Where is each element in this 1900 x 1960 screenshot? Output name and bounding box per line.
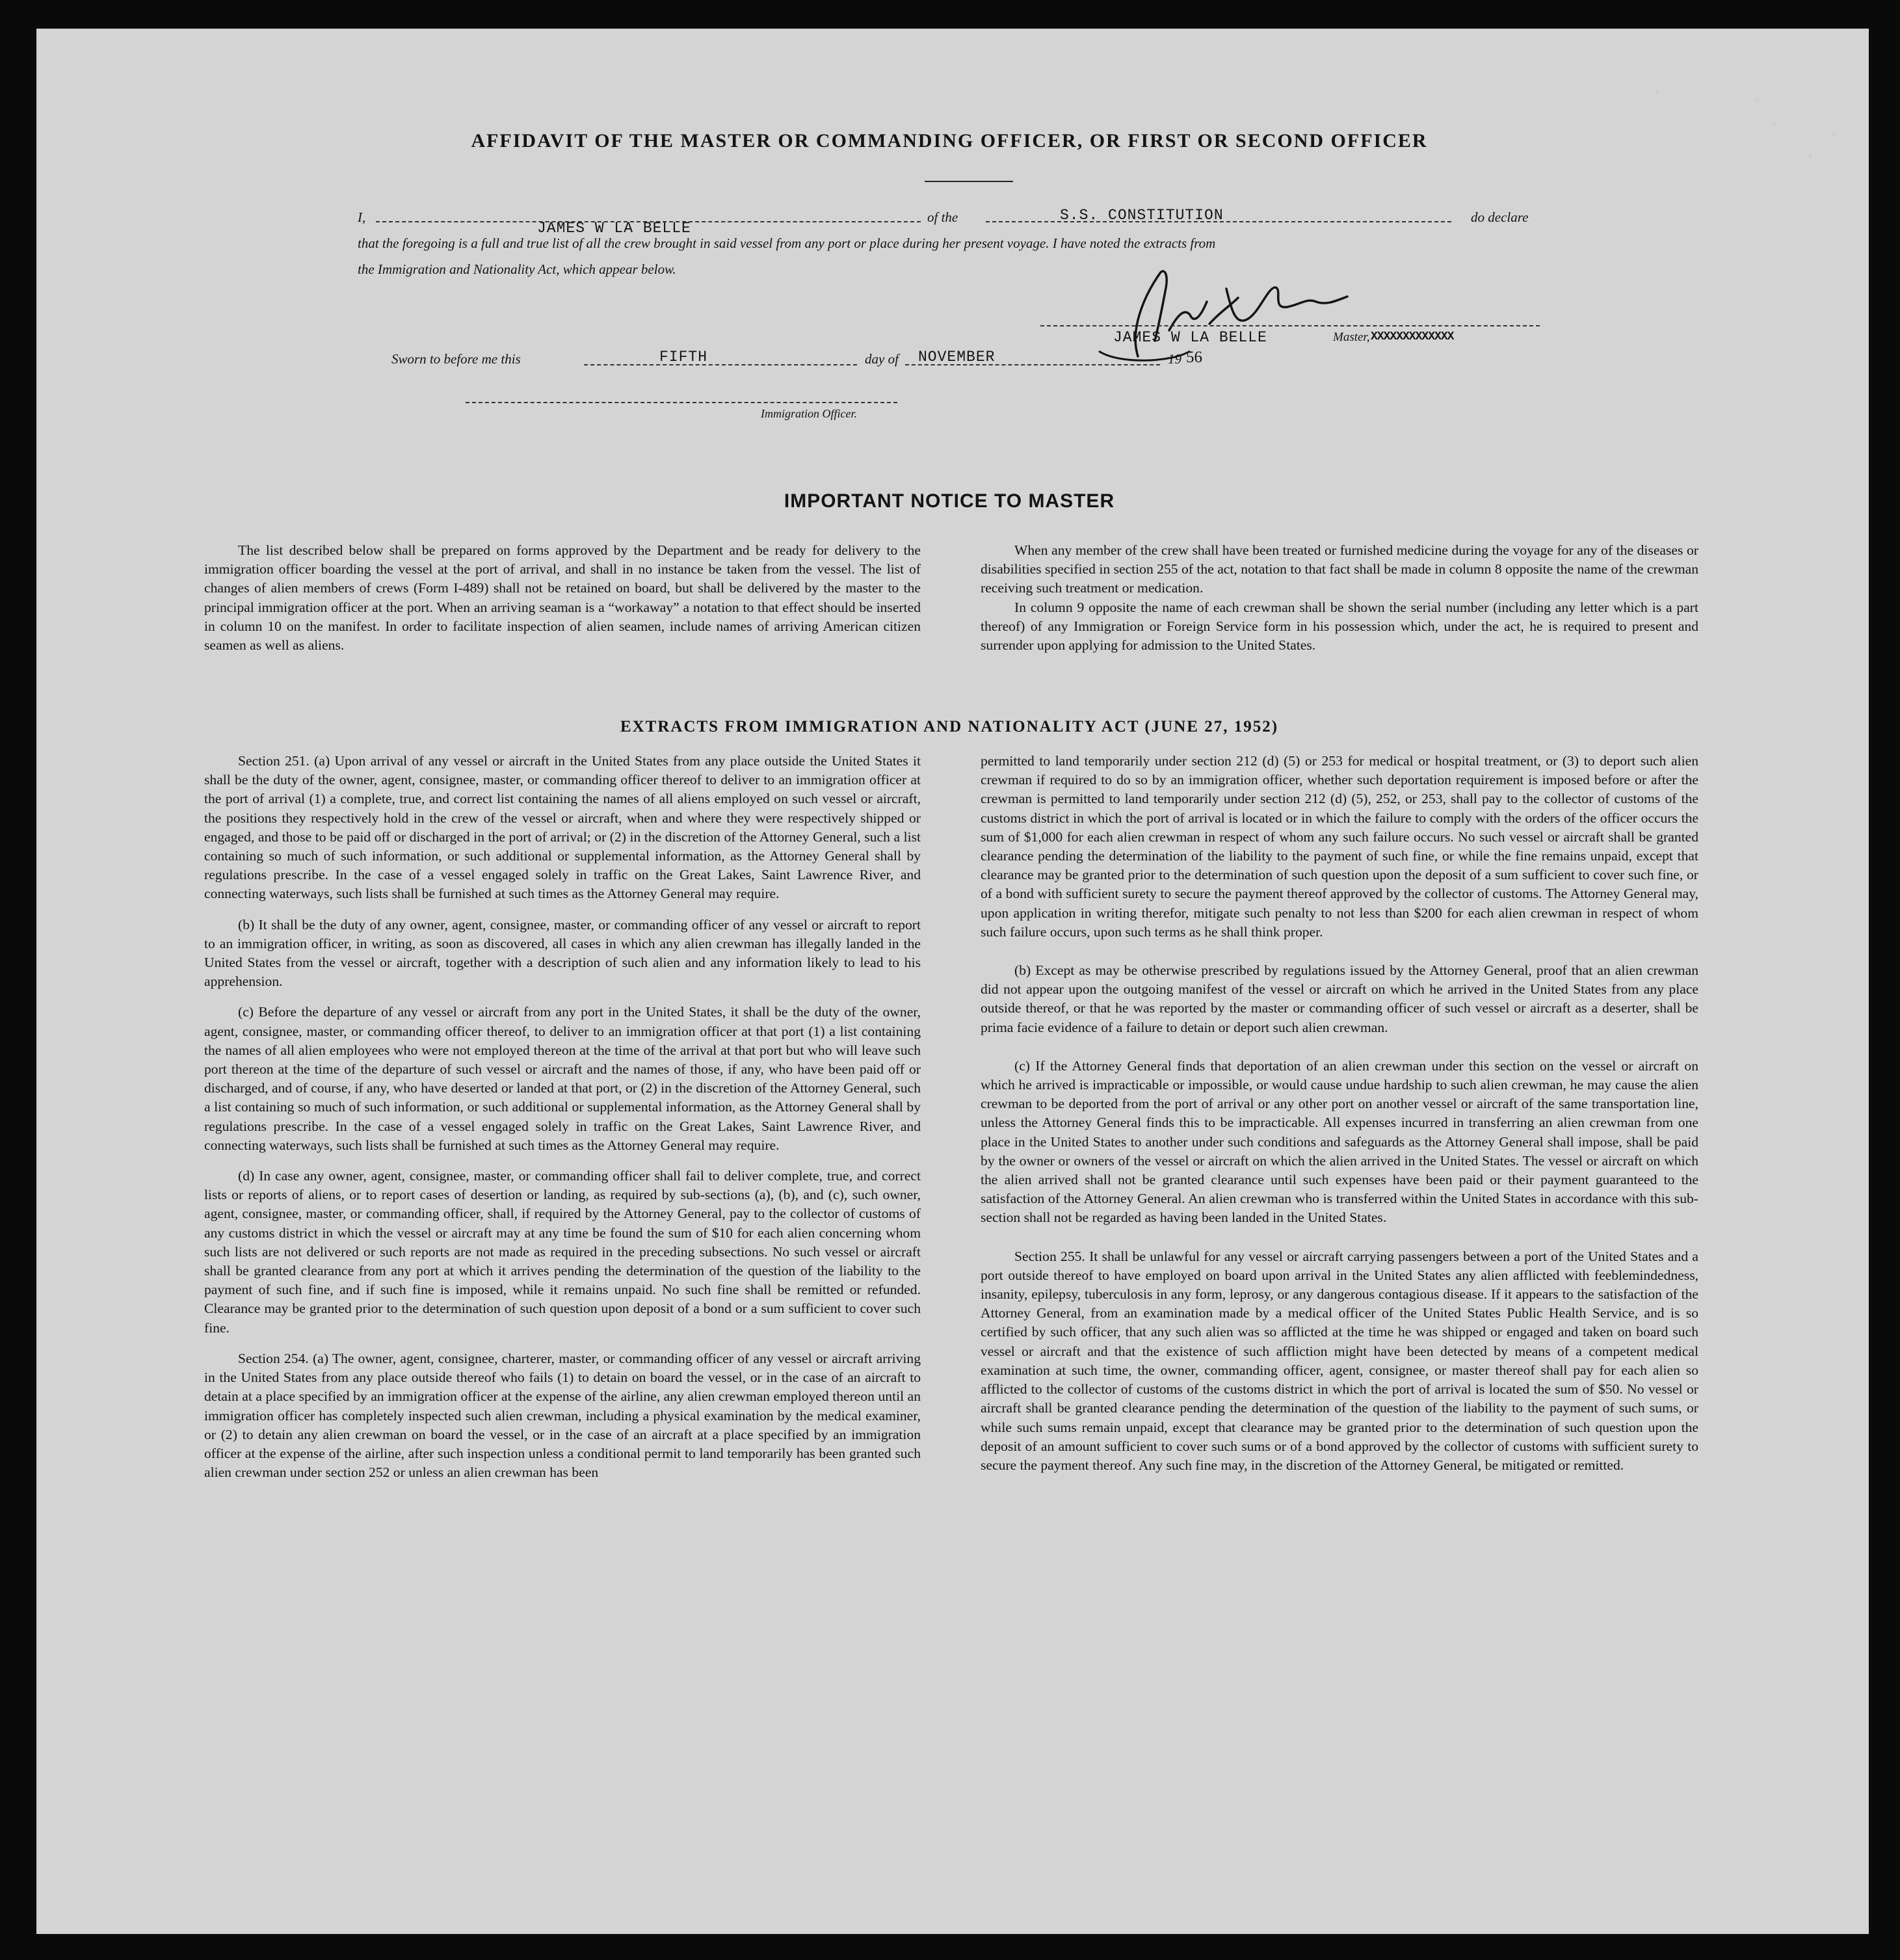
section-251-c: (c) Before the departure of any vessel or aircraft from any port in the United States, it shall be the duty of the owner, agent, consignee, master, or commanding officer thereof, to deliver to an immigration officer at that port (1) a list containing the names of all alien employees who were not employed thereon at the time of the arrival at that port but who will leave such port thereon at the time of the departure of such vessel or aircraft and the names of those, if any, who have been paid off or discharged, and of course, if any, who have deserted or landed at that port, or (2) in the discretion of the Attorney General, such a list containing so much of such information, or such additional or supplemental information, as the Attorney General shall by regulations prescribe. In the case of a vessel engaged solely in traffic on the Great Lakes, Saint Lawrence River, and connecting waterways, such lists shall be furnished at such times as the Attorney General may require. [204,1004,921,1153]
section-251-d: (d) In case any owner, agent, consignee, master, or commanding officer shall fail to deliver complete, true, and correct lists or reports of aliens, or to report cases of desertion or landing, as required by sub-sections (a), (b), and (c), such owner, agent, consignee, master, or commanding officer, shall, if required by the Attorney General, pay to the collector of customs of any customs district in which the vessel or aircraft may at any time be found the sum of $10 for each alien concerning whom such lists are not delivered or such reports are not made as required in the preceding subsections. No such vessel or aircraft shall be granted clearance from any port at which it arrives pending the determination of the question of the liability to the payment of such fine, and if such fine is imposed, while it remains unpaid. No such fine shall be remitted or refunded. Clearance may be granted prior to the determination of such question upon deposit of a bond or a sum sufficient to cover such fine. [204,1168,921,1336]
extracts-left-column [204,752,921,1494]
immigration-officer-label: Immigration Officer. [761,407,857,420]
signature-line [1040,325,1540,326]
vessel-name: S.S. CONSTITUTION [1060,207,1224,224]
of-the-label: of the [927,209,958,225]
master-title: Master, [1333,330,1370,344]
do-declare-label: do declare [1471,209,1529,225]
day-of-label: day of [865,351,899,367]
section-254-b: (b) Except as may be otherwise prescribed by regulations issued by the Attorney General, proof that an alien crewman did not appear upon the outgoing manifest of the vessel or aircraft on which he arrived in the United States from any place outside thereof, or that he was reported by the master or commanding officer of such vessel or aircraft as a deserter, shall be prima facie evidence of a failure to detain or deport such alien crewman. [981,962,1698,1035]
declare-prefix: I, [358,209,366,225]
signature-typed-name: JAMES W LA BELLE [1113,329,1267,346]
speck [1809,155,1812,158]
year-suffix: 56 [1186,349,1202,366]
extracts-title: EXTRACTS FROM IMMIGRATION AND NATIONALITY ACT (JUNE 27, 1952) [620,718,1279,735]
declaration-line-1: that the foregoing is a full and true list of all the crew brought in said vessel from any port or place during her present voyage. I have noted the extracts from [358,235,1216,251]
section-254-c: (c) If the Attorney General finds that deportation of an alien crewman under this section on the vessel or aircraft on which he arrived is impracticable or impossible, or would cause undue hardship to such alien crewman, he may cause the alien crewman to be deported from the port of arrival or any other port on another vessel or aircraft of the same transportation line, unless the Attorney General finds this to be impracticable. All expenses incurred in transferring an alien crewman from one place in the United States to another under such conditions and safeguards as the Attorney General shall impose, shall be paid by the owner or owners of the vessel or aircraft on which the alien arrived in the United States. The vessel or aircraft on which the alien arrived shall not be granted clearance until such expenses have been paid or their payment guaranteed to the satisfaction of the Attorney General. An alien crewman who is transferred within the United States in accordance with this sub-section shall not be regarded as having been landed in the United States. [981,1057,1698,1226]
day-blank [584,364,857,365]
section-255: Section 255. It shall be unlawful for any vessel or aircraft carrying passengers between a port of the United States and a port outside thereof to have employed on board upon arrival in the United States any alien afflicted with feeblemindedness, insanity, epilepsy, tuberculosis in any form, leprosy, or any dangerous contagious disease. If it appears to the satisfaction of the Attorney General, from an examination made by a medical officer of the United States Public Health Service, and is so certified by such officer, that any such alien was so afflicted at the time he was shipped or engaged and taken on board such vessel or aircraft and that the existence of such affliction might have been detected by means of a competent medical examination at such time, the owner, commanding officer, agent, consignee, or master thereof shall pay for each alien so afflicted to the collector of customs of the customs district in which the port of arrival is located the sum of $50. No vessel or aircraft shall be granted clearance pending the determination of the question of the liability to the payment of such sums, or while such sums remain unpaid, except that clearance may be granted prior to the determination of such question upon the deposit of an amount sufficient to cover such sums or of a bond approved by the collector of customs with sufficient surety to secure the payment thereof. Any such fine may, in the discretion of the Attorney General, be mitigated or remitted. [981,1248,1698,1473]
notice-title: IMPORTANT NOTICE TO MASTER [784,490,1115,512]
year-prefix: 19 [1168,351,1181,367]
notice-right-column [981,541,1698,655]
speck [1756,98,1759,101]
title-rule [925,181,1013,182]
sworn-prefix: Sworn to before me this [391,351,521,367]
notice-left-column [204,541,921,655]
section-251-b: (b) It shall be the duty of any owner, agent, consignee, master, or commanding officer of any vessel or aircraft to report to an immigration officer, in writing, as soon as discovered, all cases in which any alien crewman has illegally landed in the United States from the vessel or aircraft, together with a description of such alien and any information likely to lead to his apprehension. [204,916,921,990]
section-254-a-continued: permitted to land temporarily under section 212 (d) (5) or 253 for medical or hospital treatment, or (3) to deport such alien crewman if required to do so by an immigration officer, whether such deportation requirement is imposed before or after the crewman is permitted to land temporarily under section 212 (d) (5), 252, or 253, shall pay to the collector of customs of the customs district in which the port of arrival is located or in which the failure to comply with the orders of the officer occurs the sum of $1,000 for each alien crewman in respect of whom any such failure occurs. No such vessel or aircraft shall be granted clearance pending the determination of the liability to the payment of such fine, or while the fine remains unpaid, except that clearance may be granted prior to the determination of such question upon the deposit of a sum sufficient to cover such fine, or of a bond with sufficient surety to secure the payment thereof approved by the collector of customs. The Attorney General may, upon application in writing therefor, mitigate such penalty to not less than $200 for each alien crewman in respect of whom such failure occurs, upon such terms as he shall think proper. [981,753,1698,940]
notice-left-paragraph: The list described below shall be prepared on forms approved by the Department and be ready for delivery to the immigration officer boarding the vessel at the port of arrival, and shall in no instance be taken from the vessel. The list of changes of alien members of crews (Form I-489) shall not be retained on board, but shall be delivered by the master to the principal immigration officer at the port. When an arriving seaman is a “workaway” a notation to that effect should be inserted in column 10 on the manifest. In order to facilitate inspection of alien seamen, include names of arriving American citizen seamen as well as aliens. [204,542,921,654]
speck [1656,90,1659,93]
master-name: JAMES W LA BELLE [537,220,691,237]
affidavit-title: AFFIDAVIT OF THE MASTER OR COMMANDING OFFICER, OR FIRST OR SECOND OFFICER [471,130,1428,152]
section-251-a: Section 251. (a) Upon arrival of any vessel or aircraft in the United States from any place outside the United States it shall be the duty of the owner, agent, consignee, master, or commanding officer thereof to deliver to an immigration officer at the port of arrival (1) a complete, true, and correct list containing the names of all aliens employed on such vessel or aircraft, the positions they respectively hold in the crew of the vessel or aircraft, when and where they were respectively shipped or engaged, and those to be paid off or discharged in the port of arrival; or (2) in the discretion of the Attorney General, such a list containing so much of such information, or such additional or supplemental information, as the Attorney General shall by regulations prescribe. In the case of a vessel engaged solely in traffic on the Great Lakes, Saint Lawrence River, and connecting waterways, such lists shall be furnished at such times as the Attorney General may require. [204,753,921,902]
immigration-officer-line [466,402,897,403]
speck [1773,122,1776,126]
notice-right-paragraph-2: In column 9 opposite the name of each crewman shall be shown the serial number (including any letter which is a part thereof) of any Immigration or Foreign Service form in his possession which, under the act, he is required to present and surrender upon applying for admission to the United States. [981,599,1698,654]
struck-officer-title: XXXXXXXXXXXXX [1371,330,1454,343]
declaration-line-2: the Immigration and Nationality Act, which appear below. [358,261,676,277]
notice-right-paragraph-1: When any member of the crew shall have been treated or furnished medicine during the voyage for any of the diseases or disabilities specified in section 255 of the act, notation to that fact shall be made in column 8 opposite the name of the crewman receiving such treatment or medication. [981,542,1698,596]
sworn-month: NOVEMBER [918,349,996,365]
section-254-a: Section 254. (a) The owner, agent, consignee, charterer, master, or commanding officer of any vessel or aircraft arriving in the United States from any place outside thereof who fails (1) to detain on board the vessel, or in the case of an aircraft to detain at a place specified by an immigration officer at the expense of the airline, any alien crewman employed thereon until an immigration officer has completely inspected such alien crewman, including a physical examination by the medical examiner, or (2) to detain any alien crewman on board the vessel, or in the case of an aircraft at a place specified by an immigration officer at the expense of the airline, after such inspection unless a conditional permit to land temporarily has been granted such alien crewman under section 252 or unless an alien crewman has been [204,1350,921,1481]
extracts-right-column [981,752,1698,1487]
sworn-day: FIFTH [659,349,708,365]
master-signature [1092,260,1366,364]
